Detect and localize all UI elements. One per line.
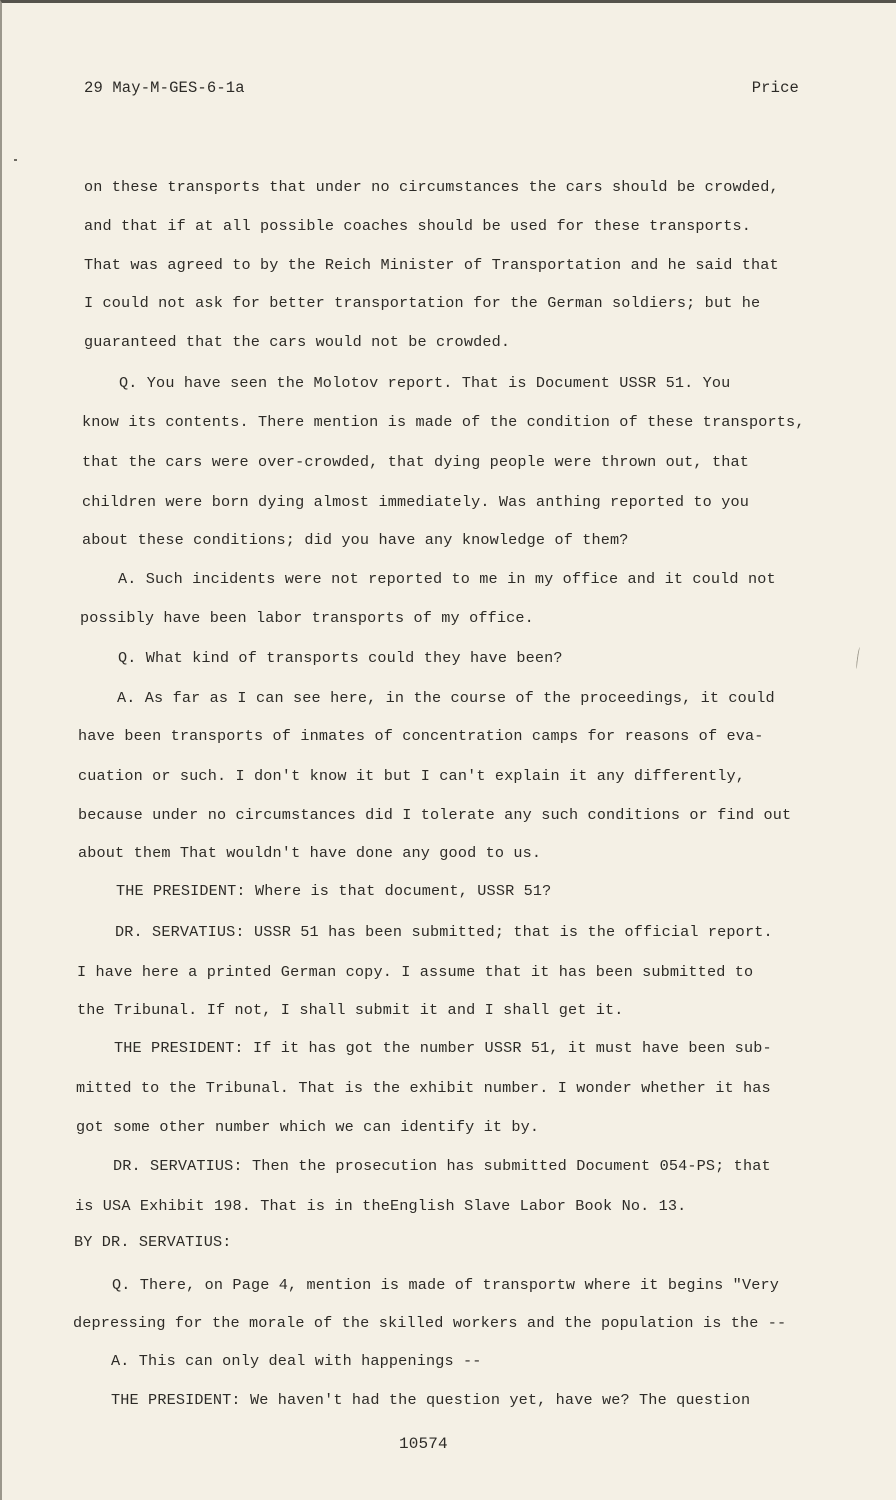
text-line: I have here a printed German copy. I assume that it has been submitted to (77, 963, 754, 981)
text-line: and that if at all possible coaches should be used for these transports. (84, 217, 752, 235)
text-line: Q. You have seen the Molotov report. That is Document USSR 51. You (119, 374, 731, 392)
text-line: BY DR. SERVATIUS: (74, 1233, 232, 1251)
text-line: That was agreed to by the Reich Minister of Transportation and he said that (84, 256, 779, 274)
text-line: THE PRESIDENT: If it has got the number USSR 51, it must have been sub- (114, 1039, 772, 1057)
header-reference: 29 May-M-GES-6-1a (84, 79, 245, 97)
page-number: 10574 (399, 1435, 448, 1453)
text-line: A. This can only deal with happenings -- (111, 1352, 482, 1370)
text-line: THE PRESIDENT: Where is that document, USSR 51? (116, 882, 552, 900)
text-line: DR. SERVATIUS: USSR 51 has been submitted; that is the official report. (115, 923, 773, 941)
margin-pencil-mark (855, 647, 861, 669)
text-line: possibly have been labor transports of my office. (80, 609, 534, 627)
text-line: Q. What kind of transports could they have been? (118, 649, 563, 667)
text-line: children were born dying almost immediately. Was anthing reported to you (82, 493, 750, 511)
header-witness-name: Price (751, 79, 799, 97)
text-line: because under no circumstances did I tolerate any such conditions or find out (78, 806, 792, 824)
text-line: about these conditions; did you have any knowledge of them? (82, 531, 629, 549)
text-line: THE PRESIDENT: We haven't had the question yet, have we? The question (111, 1391, 751, 1409)
text-line: mitted to the Tribunal. That is the exhibit number. I wonder whether it has (76, 1079, 771, 1097)
text-line: guaranteed that the cars would not be crowded. (84, 333, 511, 351)
text-line: know its contents. There mention is made of the condition of these transports, (82, 413, 805, 431)
text-line: got some other number which we can identify it by. (76, 1118, 540, 1136)
text-line: I could not ask for better transportation for the German soldiers; but he (84, 294, 761, 312)
text-line: the Tribunal. If not, I shall submit it and I shall get it. (77, 1001, 624, 1019)
text-line: about them That wouldn't have done any good to us. (78, 844, 542, 862)
text-line: cuation or such. I don't know it but I can't explain it any differently, (78, 767, 746, 785)
text-line: that the cars were over-crowded, that dying people were thrown out, that (82, 453, 750, 471)
text-line: A. As far as I can see here, in the course of the proceedings, it could (117, 689, 775, 707)
text-line: have been transports of inmates of concentration camps for reasons of eva- (78, 727, 764, 745)
text-line: depressing for the morale of the skilled workers and the population is the -- (73, 1314, 787, 1332)
text-line: A. Such incidents were not reported to me in my office and it could not (118, 570, 776, 588)
margin-tick-mark (14, 159, 17, 161)
text-line: DR. SERVATIUS: Then the prosecution has submitted Document 054-PS; that (113, 1157, 771, 1175)
text-line: is USA Exhibit 198. That is in theEnglish Slave Labor Book No. 13. (75, 1197, 687, 1215)
text-line: on these transports that under no circumstances the cars should be crowded, (84, 178, 779, 196)
text-line: Q. There, on Page 4, mention is made of transportw where it begins "Very (112, 1276, 780, 1294)
